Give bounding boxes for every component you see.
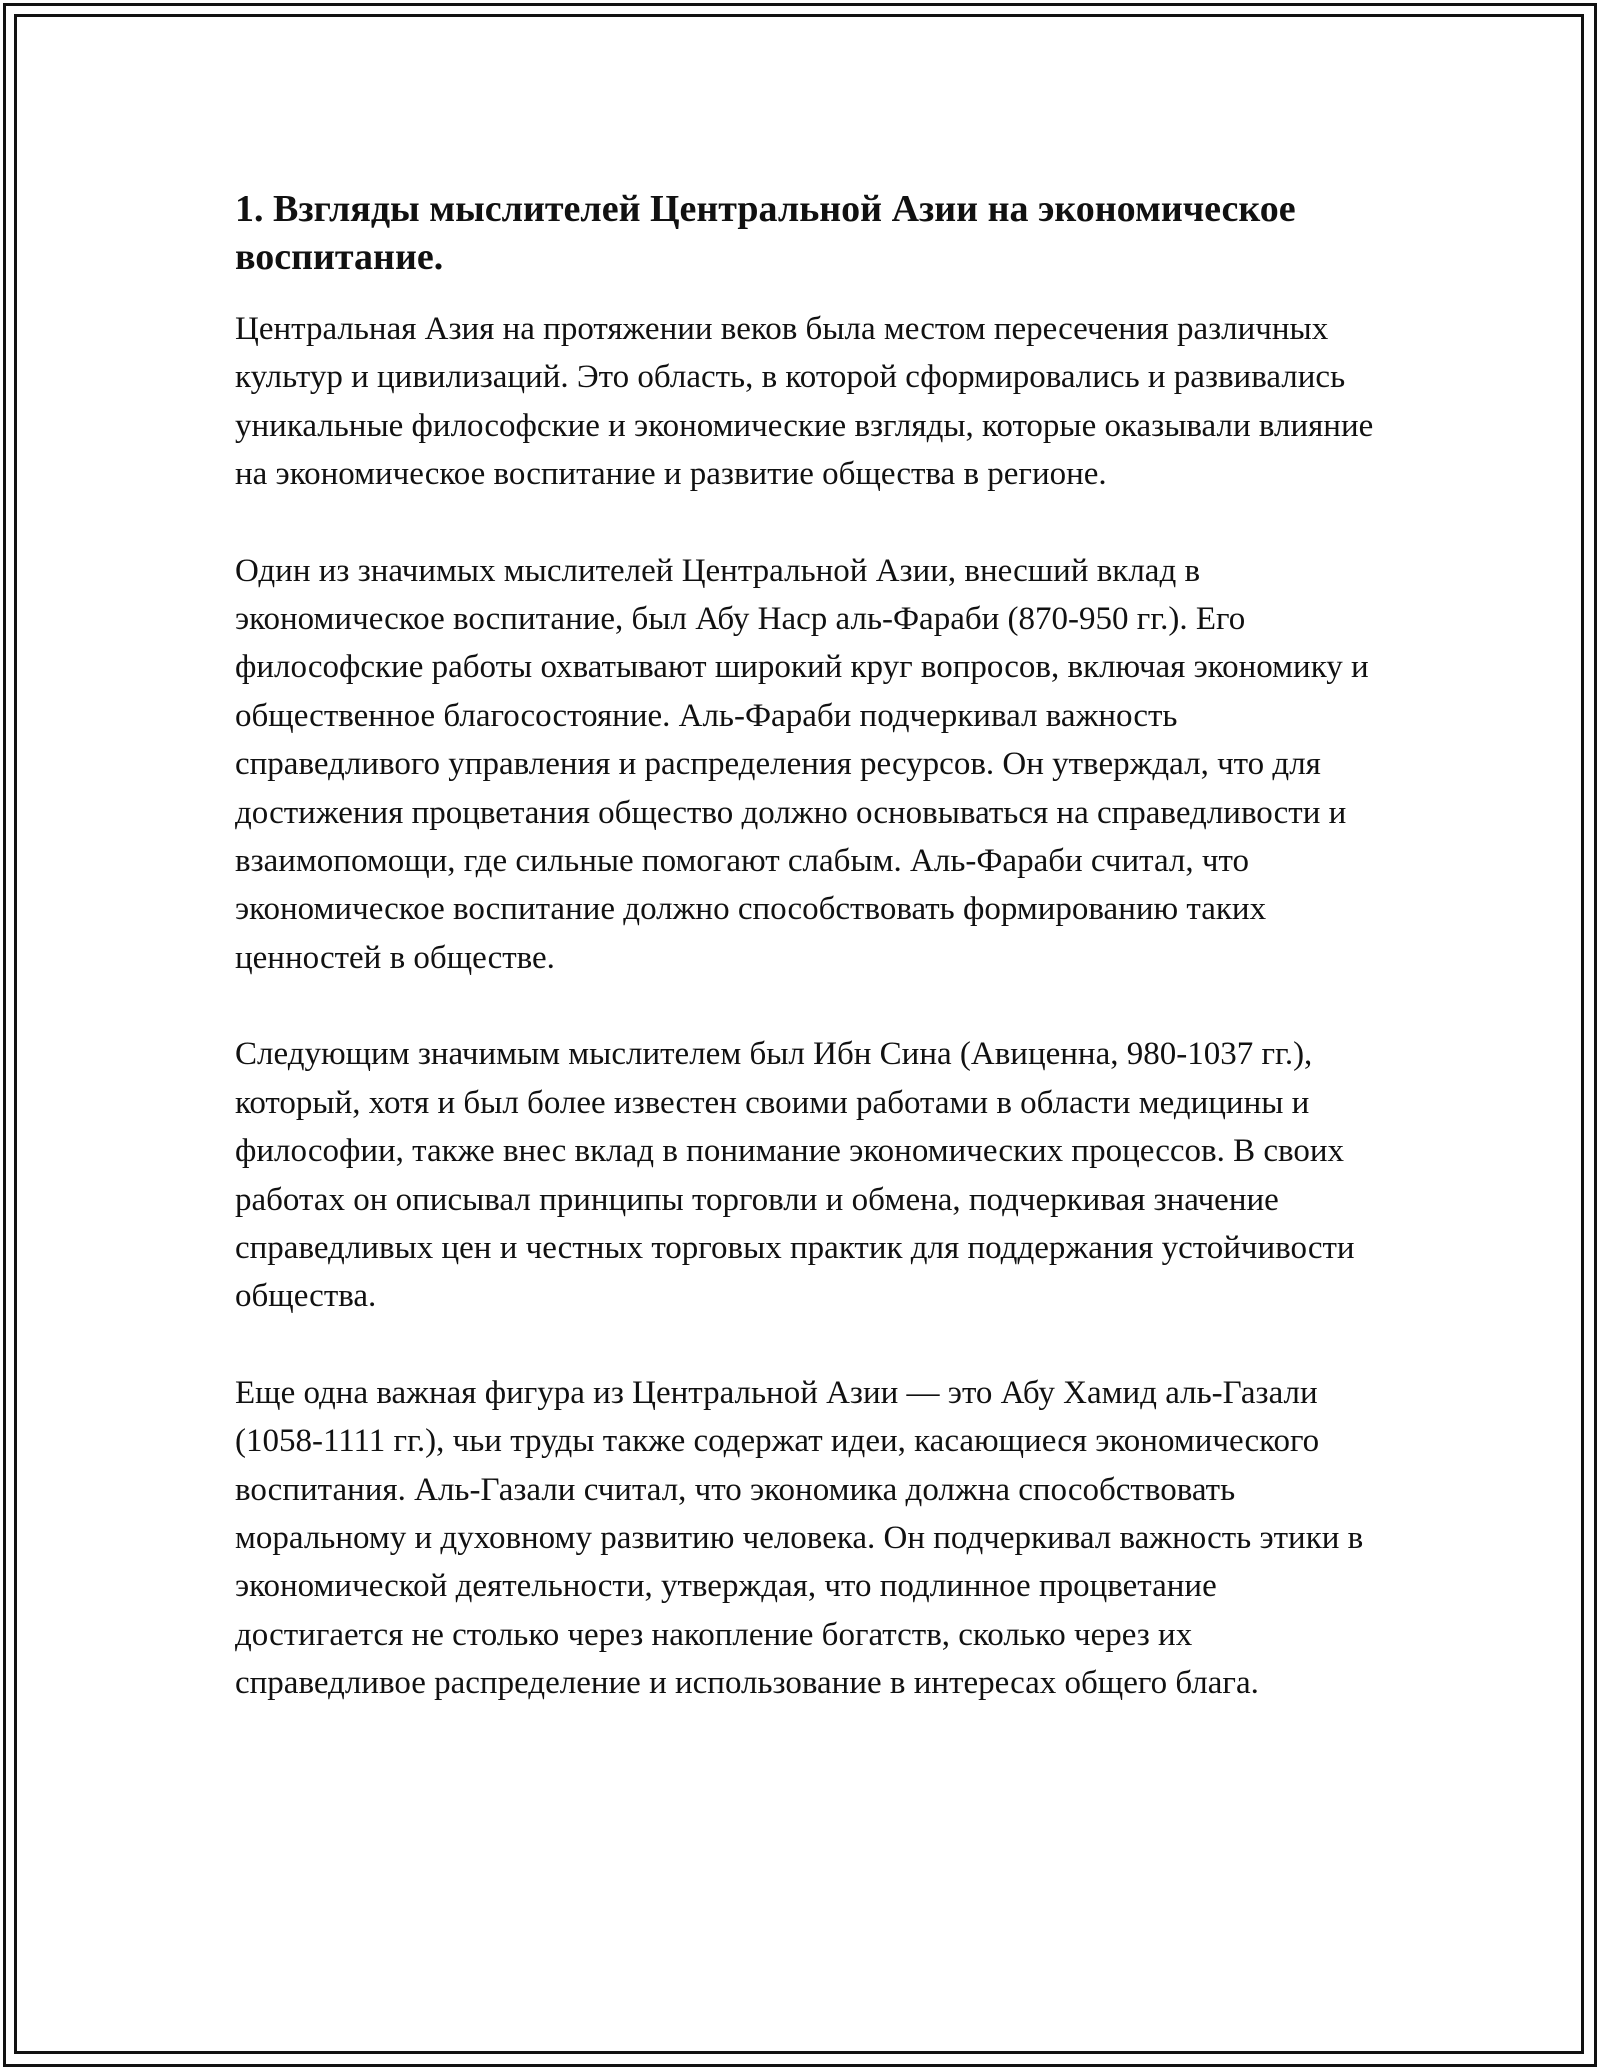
paragraph-ibn-sina: Следующим значимым мыслителем был Ибн Сина (Авиценна, 980-1037 гг.), который, хотя и был более известен своими работами в области медицины и философии, также внес вклад в понимание экономических процессов. В своих работах он описывал принципы торговли и обмена, подчеркивая значение справедливых цен и честных торговых практик для поддержания устойчивости общества. <box>235 1036 1355 1315</box>
document-body <box>235 185 1380 1756</box>
paragraph-al-farabi: Один из значимых мыслителей Центральной Азии, внесший вклад в экономическое воспитание, был Абу Наср аль-Фараби (870-950 гг.). Его философские работы охватывают широкий круг вопросов, включая экономику и общественное благосостояние. Аль-Фараби подчеркивал важность справедливого управления и распределения ресурсов. Он утверждал, что для достижения процветания общество должно основываться на справедливости и взаимопомощи, где сильные помогают слабым. Аль-Фараби считал, что экономическое воспитание должно способствовать формированию таких ценностей в обществе. <box>235 552 1369 976</box>
document-title: 1. Взгляды мыслителей Центральной Азии на экономическое воспитание. <box>235 188 1296 278</box>
paragraph-intro: Центральная Азия на протяжении веков была местом пересечения различных культур и цивилизаций. Это область, в которой сформировались и развивались уникальные философские и экономические взгляды, которые оказывали влияние на экономическое воспитание и развитие общества в регионе. <box>235 311 1374 493</box>
paragraph-al-ghazali: Еще одна важная фигура из Центральной Азии — это Абу Хамид аль-Газали (1058-1111 гг.), чьи труды также содержат идеи, касающиеся экономического воспитания. Аль-Газали считал, что экономика должна способствовать моральному и духовному развитию человека. Он подчеркивал важность этики в экономической деятельности, утверждая, что подлинное процветание достигается не столько через накопление богатств, сколько через их справедливое распределение и использование в интересах общего блага. <box>235 1374 1364 1702</box>
